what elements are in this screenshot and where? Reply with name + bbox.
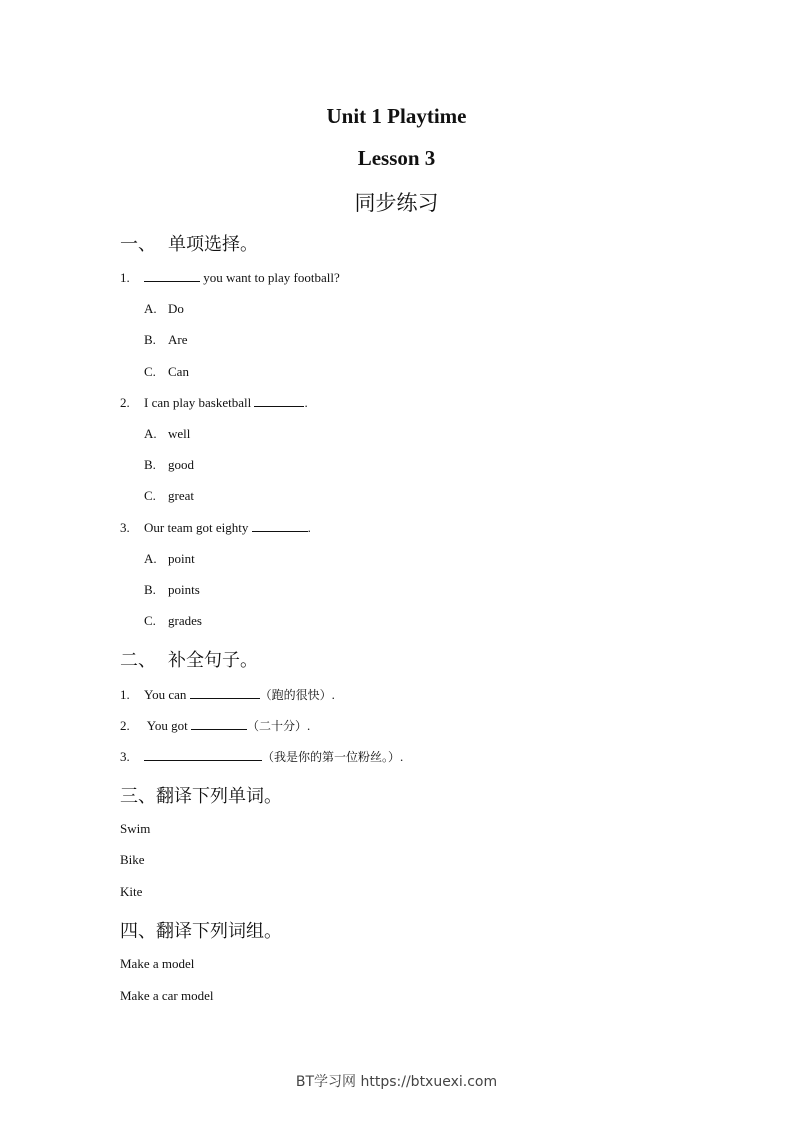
question-1-option-c — [144, 364, 189, 380]
sentence-end: . — [400, 749, 404, 764]
question-2 — [120, 395, 308, 411]
question-1 — [120, 270, 340, 286]
section-number: 四、 — [120, 921, 156, 942]
option-text: grades — [168, 613, 202, 628]
document-subtitle: 同步练习 — [354, 191, 439, 215]
question-number: 1. — [120, 270, 130, 285]
section-title: 翻译下列单词。 — [156, 786, 282, 807]
question-3-option-b — [144, 582, 200, 598]
footer-watermark: BT学习网 https://btxuexi.com — [295, 1074, 498, 1090]
question-2-option-a — [144, 426, 190, 442]
section-number: 二、 — [120, 650, 156, 671]
option-text: well — [168, 426, 191, 441]
sentence-2 — [120, 717, 310, 734]
question-2-option-c — [144, 488, 194, 504]
section-title: 翻译下列词组。 — [156, 921, 282, 942]
word-item: Kite — [120, 884, 143, 899]
option-text: Can — [168, 364, 189, 379]
document-title: Unit 1 Playtime — [326, 104, 467, 128]
chinese-hint: （我是你的第一位粉丝。） — [262, 750, 401, 764]
option-letter: B. — [144, 582, 156, 597]
option-letter: C. — [144, 613, 156, 628]
question-3-option-a — [144, 551, 195, 567]
section-number: 一、 — [120, 234, 156, 255]
sentence-3 — [120, 748, 403, 765]
option-text: good — [168, 457, 194, 472]
question-text: Our team got eighty — [144, 520, 252, 535]
question-text: you want to play football? — [200, 270, 340, 285]
question-number: 2. — [120, 395, 130, 410]
sentence-1 — [120, 686, 335, 703]
option-letter: B. — [144, 457, 156, 472]
option-letter: A. — [144, 551, 157, 566]
question-2-option-b — [144, 457, 194, 473]
section-4-heading — [120, 917, 282, 943]
question-3 — [120, 520, 311, 536]
option-text: points — [168, 582, 200, 597]
sentence-text: You can — [144, 687, 190, 702]
option-letter: C. — [144, 364, 156, 379]
lesson-title: Lesson 3 — [357, 146, 436, 170]
option-letter: C. — [144, 488, 156, 503]
item-number: 2. — [120, 718, 130, 733]
chinese-hint: （跑的很快） — [259, 688, 332, 702]
section-1-heading — [120, 230, 258, 256]
question-1-option-a — [144, 301, 184, 317]
section-2-heading — [120, 646, 258, 672]
option-letter: A. — [144, 301, 157, 316]
word-item: Bike — [120, 852, 145, 867]
section-3-heading — [120, 782, 282, 808]
phrase-item: Make a model — [120, 956, 195, 971]
phrase-item: Make a car model — [120, 988, 214, 1003]
question-1-option-b — [144, 332, 188, 348]
answer-blank — [252, 520, 308, 532]
sentence-text: You got — [144, 718, 191, 733]
option-text: point — [168, 551, 195, 566]
section-number: 三、 — [120, 786, 156, 807]
option-text: great — [168, 488, 194, 503]
question-3-option-c — [144, 613, 202, 629]
answer-blank — [144, 749, 262, 761]
sentence-end: . — [306, 718, 311, 733]
question-text-end: . — [304, 395, 308, 410]
answer-blank — [191, 718, 247, 730]
word-item: Swim — [120, 821, 151, 836]
option-letter: A. — [144, 426, 157, 441]
option-letter: B. — [144, 332, 156, 347]
answer-blank — [144, 270, 200, 282]
answer-blank — [190, 687, 260, 699]
question-number: 3. — [120, 520, 130, 535]
question-text: I can play basketball — [144, 395, 255, 410]
question-text-end: . — [307, 520, 311, 535]
option-text: Are — [168, 332, 188, 347]
chinese-hint: （二十分） — [246, 719, 307, 733]
item-number: 3. — [120, 749, 130, 764]
option-text: Do — [168, 301, 184, 316]
sentence-end: . — [331, 687, 335, 702]
item-number: 1. — [120, 687, 130, 702]
answer-blank — [254, 395, 304, 407]
section-title: 补全句子。 — [168, 650, 258, 671]
section-title: 单项选择。 — [168, 234, 258, 255]
